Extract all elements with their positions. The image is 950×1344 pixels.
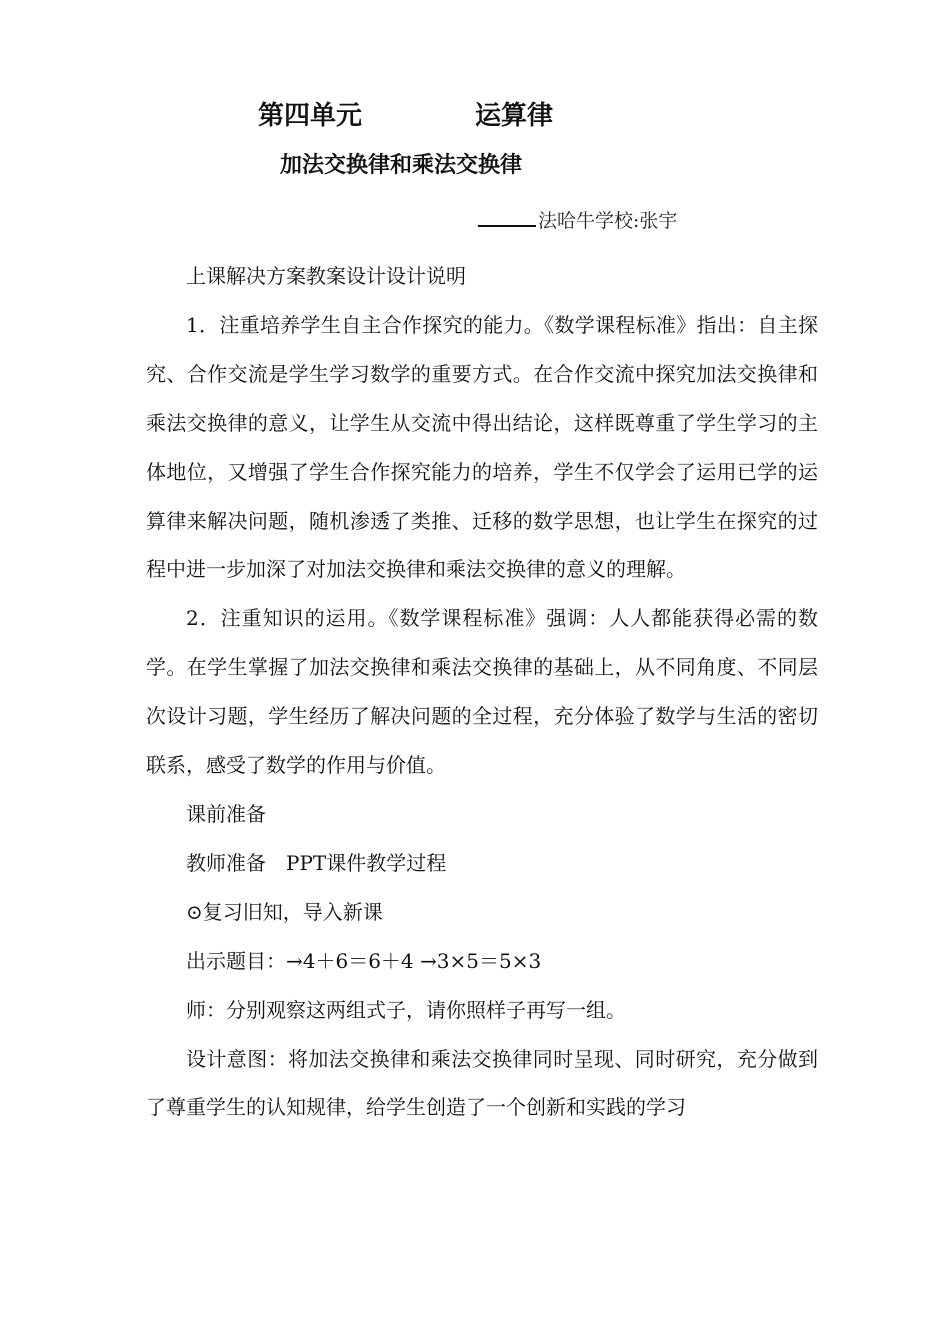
- paragraph: ⊙复习旧知，导入新课: [186, 899, 383, 924]
- paragraph: 课前准备: [186, 801, 266, 826]
- author-line: [478, 205, 677, 237]
- lesson-subtitle: 加法交换律和乘法交换律: [280, 153, 523, 178]
- unit-title: [258, 98, 554, 134]
- author-name: 法哈牛学校:张宇: [538, 210, 678, 232]
- paragraph: 出示题目：→4＋6＝6＋4 →3×5＝5×3: [186, 948, 542, 973]
- body-text: [146, 252, 818, 1132]
- unit-topic: 运算律: [475, 101, 554, 131]
- paragraph: 师：分别观察这两组式子，请你照样子再写一组。: [186, 997, 626, 1022]
- paragraph: 设计意图：将加法交换律和乘法交换律同时呈现、同时研究，充分做到了尊重学生的认知规律，给学生创造了一个创新和实践的学习: [146, 1046, 818, 1120]
- paragraph: 1．注重培养学生自主合作探究的能力。《数学课程标准》指出：自主探究、合作交流是学生学习数学的重要方式。在合作交流中探究加法交换律和乘法交换律的意义，让学生从交流中得出结论，这样既尊重了学生学习的主体地位，又增强了学生合作探究能力的培养，学生不仅学会了运用已学的运算律来解决问题，随机渗透了类推、迁移的数学思想，也让学生在探究的过程中进一步加深了对加法交换律和乘法交换律的意义的理解。: [146, 312, 818, 582]
- paragraph: 2．注重知识的运用。《数学课程标准》强调：人人都能获得必需的数学。在学生掌握了加法交换律和乘法交换律的基础上，从不同角度、不同层次设计习题，学生经历了解决问题的全过程，充分体验了数学与生活的密切联系，感受了数学的作用与价值。: [146, 606, 818, 778]
- unit-number: 第四单元: [258, 101, 363, 131]
- paragraph: 教师准备 PPT课件教学过程: [186, 850, 447, 875]
- paragraph: 上课解决方案教案设计设计说明: [186, 264, 466, 288]
- author-underline: [478, 205, 536, 227]
